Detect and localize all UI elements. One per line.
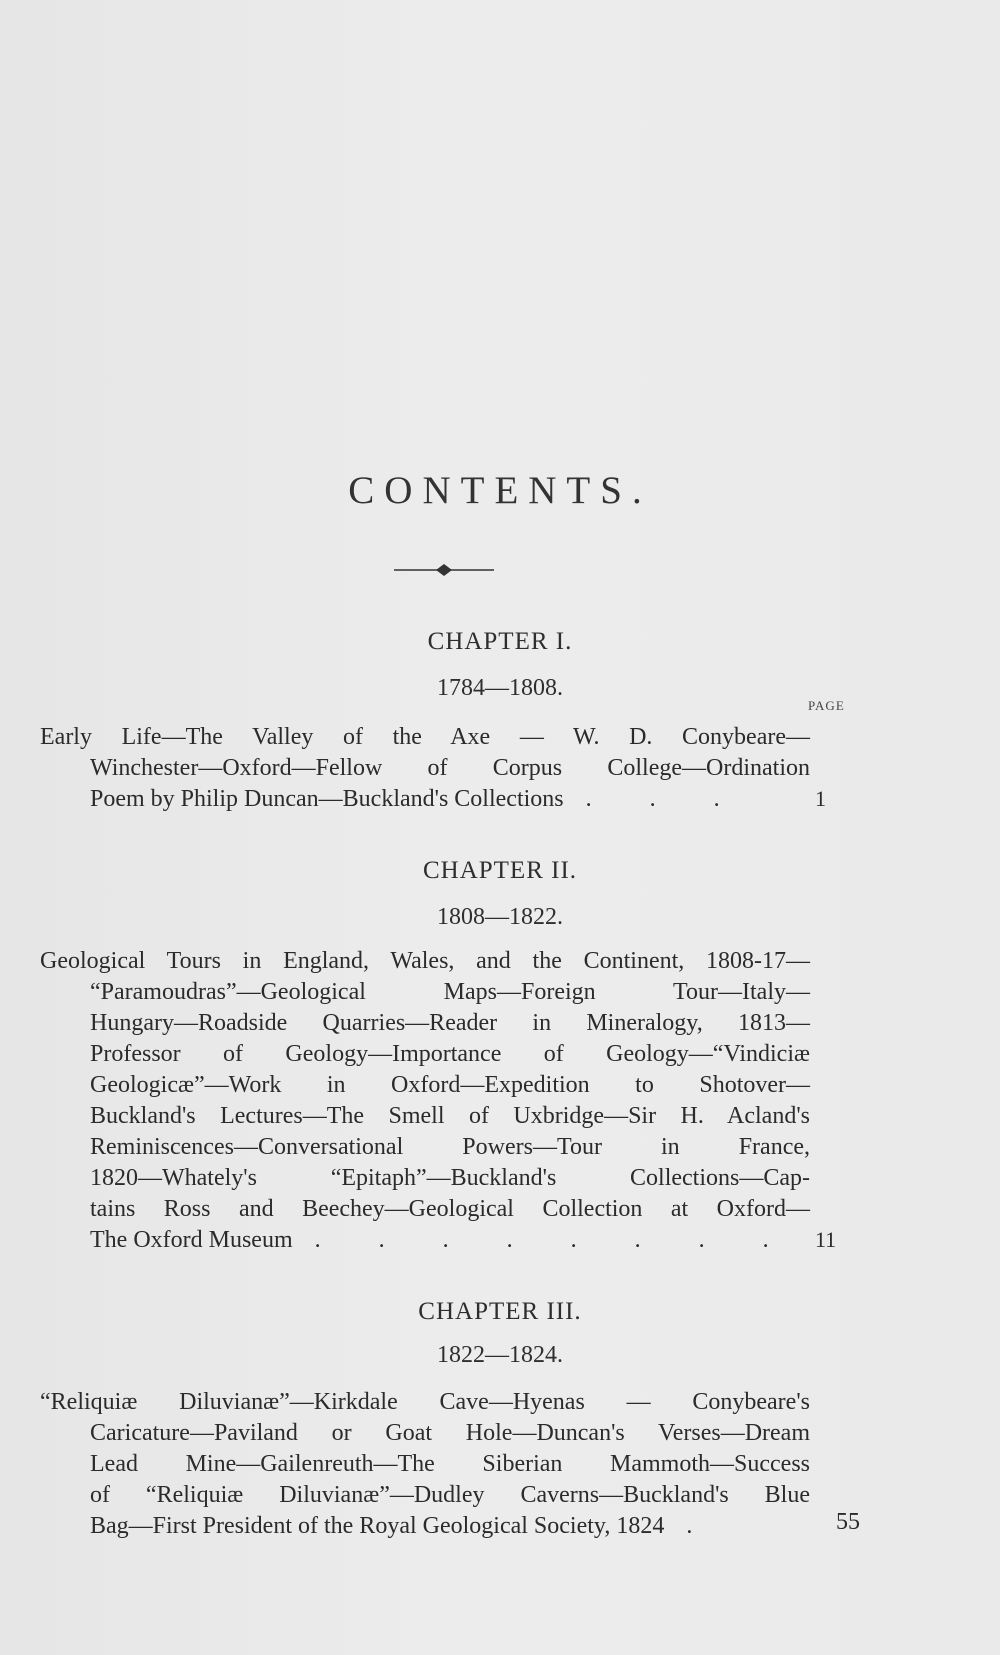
- summary-line: Geologicæ”—Work in Oxford—Expedition to Shotover—: [90, 1072, 810, 1098]
- summary-line: of “Reliquiæ Diluvianæ”—Dudley Caverns—Buckland's Blue: [90, 1482, 810, 1508]
- chapter-heading: CHAPTER I.: [427, 628, 573, 655]
- chapter-summary: [40, 722, 810, 815]
- chapter-summary: [40, 1387, 810, 1542]
- summary-line: Professor of Geology—Importance of Geology—“Vindiciæ: [90, 1041, 810, 1067]
- summary-line: “Reliquiæ Diluvianæ”—Kirkdale Cave—Hyenas — Conybeare's: [40, 1389, 810, 1415]
- dot-leaders: . . .: [585, 786, 746, 812]
- summary-line: Caricature—Paviland or Goat Hole—Duncan's Verses—Dream: [90, 1420, 810, 1446]
- summary-line: [40, 1225, 810, 1256]
- dot-leaders: .: [686, 1513, 719, 1539]
- page-number: 11: [815, 1227, 837, 1252]
- page-number: 55: [836, 1509, 860, 1535]
- summary-line: Geological Tours in England, Wales, and the Continent, 1808-17—: [40, 948, 810, 974]
- summary-line: 1820—Whately's “Epitaph”—Buckland's Collections—Cap-: [90, 1165, 810, 1191]
- chapter-heading: CHAPTER II.: [422, 857, 578, 884]
- summary-line: [40, 1511, 810, 1542]
- summary-line: Hungary—Roadside Quarries—Reader in Mineralogy, 1813—: [90, 1010, 810, 1036]
- page-number: 1: [815, 786, 826, 811]
- summary-line-text: The Oxford Museum: [90, 1227, 293, 1253]
- summary-line: Early Life—The Valley of the Axe — W. D. Conybeare—: [40, 724, 810, 750]
- summary-line: Buckland's Lectures—The Smell of Uxbridge—Sir H. Acland's: [90, 1103, 810, 1129]
- summary-line: Reminiscences—Conversational Powers—Tour in France,: [90, 1134, 810, 1160]
- page-column-label: PAGE: [808, 698, 845, 713]
- chapter-years: 1808—1822.: [437, 904, 563, 930]
- chapter-summary: [40, 946, 810, 1256]
- summary-line: “Paramoudras”—Geological Maps—Foreign Tour—Italy—: [90, 979, 810, 1005]
- summary-line: [40, 784, 810, 815]
- ornament-divider-icon: [394, 560, 494, 580]
- dot-leaders: . . . . . . . .: [314, 1227, 795, 1253]
- summary-line: Lead Mine—Gailenreuth—The Siberian Mammoth—Success: [90, 1451, 810, 1477]
- summary-line-text: Bag—First President of the Royal Geological Society, 1824: [90, 1513, 665, 1539]
- summary-line-text: Poem by Philip Duncan—Buckland's Collections: [90, 786, 564, 812]
- page-title: CONTENTS.: [348, 469, 652, 512]
- chapter-heading: CHAPTER III.: [418, 1298, 582, 1325]
- chapter-years: 1822—1824.: [437, 1342, 563, 1368]
- chapter-years: 1784—1808.: [437, 675, 563, 701]
- summary-line: tains Ross and Beechey—Geological Collection at Oxford—: [90, 1196, 810, 1222]
- summary-line: Winchester—Oxford—Fellow of Corpus College—Ordination: [90, 755, 810, 781]
